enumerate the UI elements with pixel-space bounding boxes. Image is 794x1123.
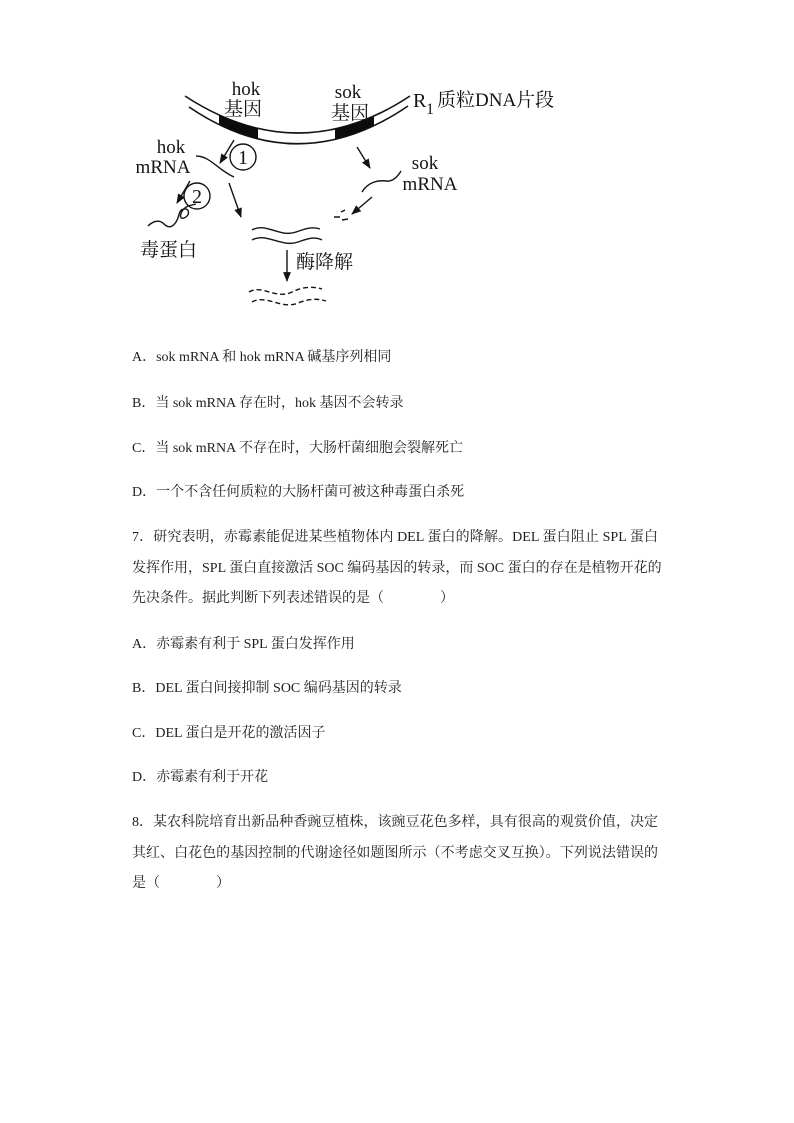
translation-arrow bbox=[177, 181, 190, 203]
question-8-stem-line-3: 是（ ） bbox=[132, 876, 230, 891]
hok-pairing-arrow bbox=[229, 183, 241, 217]
hok-mrna-strand bbox=[196, 156, 234, 177]
hok-mrna-type-label: mRNA bbox=[135, 157, 191, 178]
plasmid-label-subscript: 1 bbox=[426, 101, 434, 118]
toxin-label: 毒蛋白 bbox=[140, 240, 198, 261]
degraded-fragment-top bbox=[249, 287, 322, 294]
sok-mrna-strand bbox=[362, 171, 401, 192]
question-7-stem-line-3: 先决条件。据此判断下列表述错误的是（ ） bbox=[132, 591, 454, 606]
question-7-option-b: B．DEL 蛋白间接抑制 SOC 编码基因的转录 bbox=[132, 681, 402, 696]
plasmid-label-letter: R bbox=[413, 90, 427, 112]
degradation-label: 酶降解 bbox=[296, 252, 354, 273]
plasmid-dna-outer-strand bbox=[185, 96, 410, 133]
question-8-stem-line-2: 其红、白花色的基因控制的代谢途径如题图所示（不考虑交叉互换）。下列说法错误的 bbox=[132, 846, 658, 861]
sok-gene-name-label: sok bbox=[334, 82, 362, 103]
toxin-protein-coil bbox=[148, 204, 196, 227]
question-7-option-d: D．赤霉素有利于开花 bbox=[132, 770, 269, 785]
degraded-fragment-bottom bbox=[252, 299, 326, 305]
hok-mrna-name-label: hok bbox=[156, 137, 186, 158]
question-6-option-d: D．一个不含任何质粒的大肠杆菌可被这种毒蛋白杀死 bbox=[132, 485, 465, 500]
question-8-stem-line-1: 8．某农科院培育出新品种香豌豆植株，该豌豆花色多样，具有很高的观赏价值，决定 bbox=[132, 815, 658, 830]
plasmid-label-text: 质粒DNA片段 bbox=[437, 90, 555, 111]
sok-pairing-arrow bbox=[352, 197, 372, 214]
step-marker-1: 1 bbox=[238, 147, 248, 169]
sok-mrna-name-label: sok bbox=[411, 153, 439, 174]
step-marker-2: 2 bbox=[192, 186, 202, 208]
question-7-option-a: A．赤霉素有利于 SPL 蛋白发挥作用 bbox=[132, 637, 355, 652]
hok-gene-type-label: 基因 bbox=[223, 99, 263, 120]
hok-gene-name-label: hok bbox=[231, 79, 261, 100]
sok-transcription-arrow bbox=[357, 147, 370, 168]
mrna-duplex-strand-top bbox=[252, 228, 320, 234]
question-6-option-a: A．sok mRNA 和 hok mRNA 碱基序列相同 bbox=[132, 350, 392, 365]
mrna-fragment-marks bbox=[334, 210, 348, 220]
question-7-option-c: C．DEL 蛋白是开花的激活因子 bbox=[132, 726, 326, 741]
question-7-stem-line-1: 7．研究表明，赤霉素能促进某些植物体内 DEL 蛋白的降解。DEL 蛋白阻止 SPL 蛋白 bbox=[132, 530, 658, 545]
question-7-stem-line-2: 发挥作用，SPL 蛋白直接激活 SOC 编码基因的转录，而 SOC 蛋白的存在是植物开花的 bbox=[132, 561, 662, 576]
sok-gene-type-label: 基因 bbox=[330, 103, 370, 124]
question-6-option-c: C．当 sok mRNA 不存在时，大肠杆菌细胞会裂解死亡 bbox=[132, 441, 463, 456]
sok-mrna-type-label: mRNA bbox=[402, 174, 458, 195]
question-6-option-b: B．当 sok mRNA 存在时，hok 基因不会转录 bbox=[132, 396, 404, 411]
hok-sok-plasmid-diagram bbox=[0, 0, 794, 330]
mrna-duplex-strand-bottom bbox=[252, 238, 322, 244]
